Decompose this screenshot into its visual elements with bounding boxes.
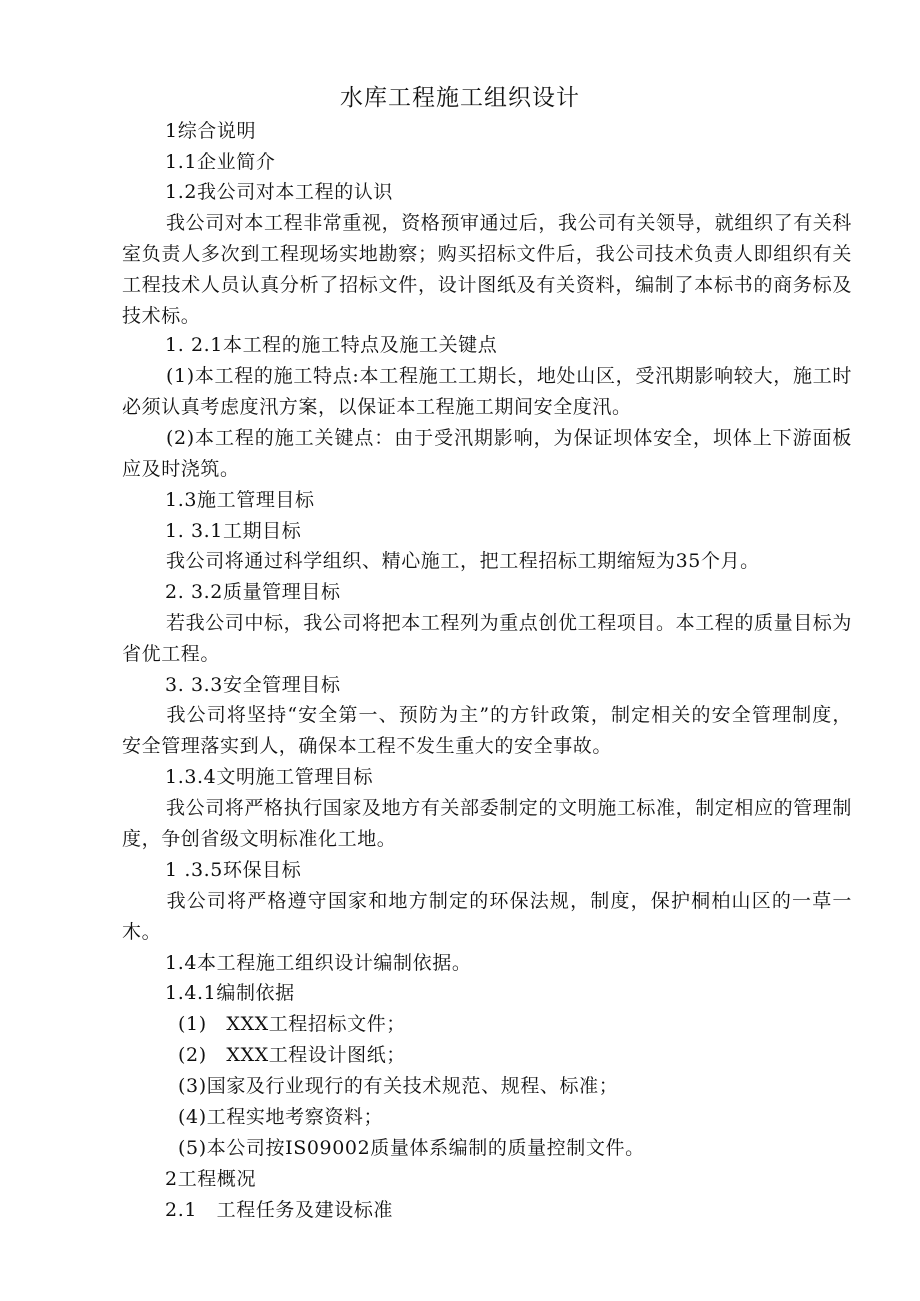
heading-1-3-1: 1. 3.1工期目标	[165, 520, 302, 542]
heading-1-3: 1.3施工管理目标	[165, 489, 315, 511]
basis-item: (4)工程实地考察资料；	[178, 1106, 384, 1128]
heading-1-3-4: 1.3.4文明施工管理目标	[165, 766, 374, 788]
heading-1-4: 1.4本工程施工组织设计编制依据。	[165, 952, 472, 974]
heading-1: 1综合说明	[165, 120, 257, 142]
heading-1-3-3: 3. 3.3安全管理目标	[165, 674, 341, 696]
document-title: 水库工程施工组织设计	[340, 85, 580, 111]
paragraph-1-3-3: 我公司将坚持“安全第一、预防为主”的方针政策，制定相关的安全管理制度，安全管理落实到人，确保本工程不发生重大的安全事故。	[122, 704, 852, 757]
basis-item: (1) XXX工程招标文件；	[178, 1013, 406, 1035]
paragraph-1-3-5: 我公司将严格遵守国家和地方制定的环保法规，制度，保护桐柏山区的一草一木。	[122, 890, 852, 943]
paragraph-1-3-4: 我公司将严格执行国家及地方有关部委制定的文明施工标准，制定相应的管理制度，争创省级文明标准化工地。	[122, 797, 853, 850]
paragraph-1-3-1: 我公司将通过科学组织、精心施工，把工程招标工期缩短为35个月。	[166, 550, 760, 572]
basis-item: (2) XXX工程设计图纸；	[178, 1044, 406, 1066]
heading-1-4-1: 1.4.1编制依据	[165, 982, 295, 1004]
basis-item: (5)本公司按IS09002质量体系编制的质量控制文件。	[178, 1137, 645, 1159]
paragraph-1-2: 我公司对本工程非常重视，资格预审通过后，我公司有关领导，就组织了有关科室负责人多次到工程现场实地勘察；购买招标文件后，我公司技术负责人即组织有关工程技术人员认真分析了招标文件，设计图纸及有关资料，编制了本标书的商务标及技术标。	[122, 212, 853, 327]
heading-1-1: 1.1企业简介	[165, 151, 276, 173]
paragraph-1-3-2: 若我公司中标，我公司将把本工程列为重点创优工程项目。本工程的质量目标为省优工程。	[122, 612, 853, 665]
paragraph-1-2-1-b: (2)本工程的施工关键点：由于受汛期影响，为保证坝体安全，坝体上下游面板应及时浇筑。	[122, 427, 852, 480]
heading-1-3-2: 2. 3.2质量管理目标	[165, 581, 341, 603]
heading-1-2-1: 1. 2.1本工程的施工特点及施工关键点	[165, 334, 498, 356]
heading-2: 2工程概况	[165, 1168, 257, 1190]
heading-2-1: 2.1 工程任务及建设标准	[165, 1199, 394, 1221]
basis-item: (3)国家及行业现行的有关技术规范、规程、标准；	[178, 1075, 619, 1097]
heading-1-2: 1.2我公司对本工程的认识	[165, 181, 394, 203]
heading-1-3-5: 1 .3.5环保目标	[165, 859, 302, 881]
paragraph-1-2-1-a: (1)本工程的施工特点:本工程施工工期长，地处山区，受汛期影响较大，施工时必须认真考虑度汛方案，以保证本工程施工期间安全度汛。	[122, 365, 852, 418]
